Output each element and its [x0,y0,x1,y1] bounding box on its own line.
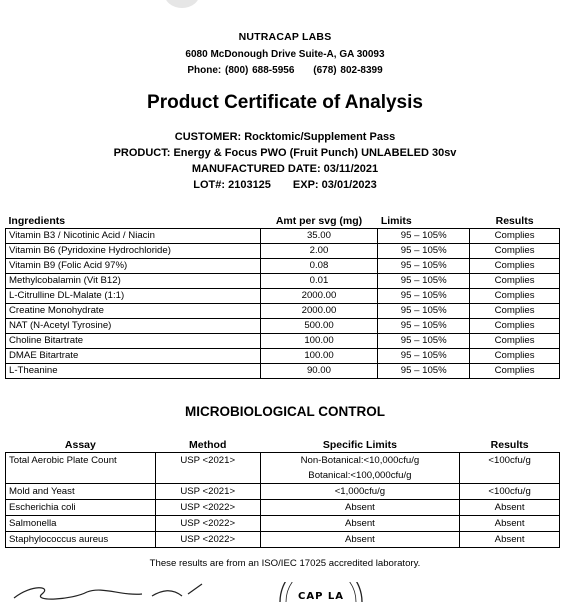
lot-exp-line [0,179,570,191]
assay-name: Salmonella [6,516,156,532]
assay-limits [260,484,460,500]
lab-name: NUTRACAP LABS [238,31,332,43]
assay-limits [260,516,460,532]
seal-text: CAP LA [298,591,344,602]
ingredient-amount: 0.08 [260,259,378,274]
ingredient-amount: 100.00 [260,349,378,364]
assay-method: USP <2021> [155,453,260,484]
ingredient-limits: 95 – 105% [378,274,470,289]
header-method: Method [155,437,260,453]
manufactured-date: MANUFACTURED DATE: 03/11/2021 [191,163,379,175]
ingredient-result: Complies [470,289,560,304]
ingredient-name: DMAE Bitartrate [6,349,261,364]
ingredient-result: Complies [470,259,560,274]
ingredient-limits: 95 – 105% [378,289,470,304]
micro-header-row [6,437,560,453]
limit-line: Absent [344,534,375,545]
ingredient-amount: 0.01 [260,274,378,289]
ingredient-limits: 95 – 105% [378,364,470,379]
ingredient-name: L-Theanine [6,364,261,379]
header-micro-results: Results [460,437,560,453]
ingredient-limits: 95 – 105% [378,304,470,319]
ingredient-name: NAT (N-Acetyl Tyrosine) [6,319,261,334]
ingredient-row [6,319,560,334]
ingredient-limits: 95 – 105% [378,334,470,349]
assay-method: USP <2021> [155,484,260,500]
ingredient-amount: 2000.00 [260,289,378,304]
ingredient-result: Complies [470,244,560,259]
micro-row [6,532,560,548]
assay-name: Total Aerobic Plate Count [6,453,156,484]
ingredient-result: Complies [470,304,560,319]
ingredient-row [6,289,560,304]
assay-limits [260,500,460,516]
header-amount: Amt per svg (mg) [260,213,378,229]
ingredient-amount: 500.00 [260,319,378,334]
ingredient-row [6,349,560,364]
ingredient-row [6,229,560,244]
ingredient-result: Complies [470,364,560,379]
micro-table [5,437,560,548]
limit-line: Botanical:<100,000cfu/g [308,470,412,481]
assay-result: <100cfu/g [460,484,560,500]
limit-line: <1,000cfu/g [334,486,386,497]
ingredient-row [6,304,560,319]
header-limits: Limits [378,213,470,229]
ingredient-amount: 90.00 [260,364,378,379]
ingredient-limits: 95 – 105% [378,259,470,274]
header-ingredients: Ingredients [6,213,261,229]
assay-name: Staphylococcus aureus [6,532,156,548]
lab-seal [276,582,366,602]
assay-result: Absent [460,532,560,548]
ingredient-name: Vitamin B3 / Nicotinic Acid / Niacin [6,229,261,244]
header-assay: Assay [6,437,156,453]
ingredient-limits: 95 – 105% [378,244,470,259]
micro-row [6,500,560,516]
ingredient-name: L-Citrulline DL-Malate (1:1) [6,289,261,304]
assay-result: <100cfu/g [460,453,560,484]
micro-row [6,516,560,532]
ingredient-row [6,364,560,379]
ingredient-limits: 95 – 105% [378,349,470,364]
expiry-date: EXP: 03/01/2023 [292,179,377,191]
ingredient-row [6,259,560,274]
ingredient-amount: 2000.00 [260,304,378,319]
ingredient-result: Complies [470,319,560,334]
assay-method: USP <2022> [155,516,260,532]
ingredient-result: Complies [470,334,560,349]
ingredients-table [5,213,560,379]
ingredient-row [6,334,560,349]
assay-limits [260,532,460,548]
ingredient-amount: 100.00 [260,334,378,349]
ingredient-result: Complies [470,274,560,289]
header-specific-limits: Specific Limits [260,437,460,453]
limit-line: Non-Botanical:<10,000cfu/g [300,455,420,466]
ingredient-name: Vitamin B9 (Folic Acid 97%) [6,259,261,274]
customer-line: CUSTOMER: Rocktomic/Supplement Pass [174,131,396,143]
micro-section-title: MICROBIOLOGICAL CONTROL [185,404,385,419]
ingredient-amount: 35.00 [260,229,378,244]
micro-row [6,453,560,484]
ingredient-result: Complies [470,349,560,364]
ingredient-name: Choline Bitartrate [6,334,261,349]
lab-phone: Phone: (800) 688-5956 (678) 802-8399 [187,65,383,76]
accreditation-note: These results are from an ISO/IEC 17025 accredited laboratory. [149,558,421,569]
assay-result: Absent [460,500,560,516]
assay-result: Absent [460,516,560,532]
header-results: Results [470,213,560,229]
ingredient-row [6,244,560,259]
ingredient-name: Vitamin B6 (Pyridoxine Hydrochloride) [6,244,261,259]
assay-name: Escherichia coli [6,500,156,516]
document-title: Product Certificate of Analysis [147,92,423,113]
lab-address: 6080 McDonough Drive Suite-A, GA 30093 [185,49,385,60]
limit-line: Absent [344,518,375,529]
ingredient-limits: 95 – 105% [378,319,470,334]
ingredient-result: Complies [470,229,560,244]
ingredient-amount: 2.00 [260,244,378,259]
ingredient-row [6,274,560,289]
ingredient-limits: 95 – 105% [378,229,470,244]
assay-name: Mold and Yeast [6,484,156,500]
ingredient-name: Creatine Monohydrate [6,304,261,319]
assay-limits [260,453,460,484]
ingredient-name: Methylcobalamin (Vit B12) [6,274,261,289]
product-line: PRODUCT: Energy & Focus PWO (Fruit Punch) UNLABELED 30sv [113,147,457,159]
lot-number: LOT#: 2103125 [193,179,271,191]
ingredients-header-row [6,213,560,229]
lab-logo [164,0,200,8]
micro-row [6,484,560,500]
limit-line: Absent [344,502,375,513]
assay-method: USP <2022> [155,532,260,548]
assay-method: USP <2022> [155,500,260,516]
signature [12,582,212,600]
